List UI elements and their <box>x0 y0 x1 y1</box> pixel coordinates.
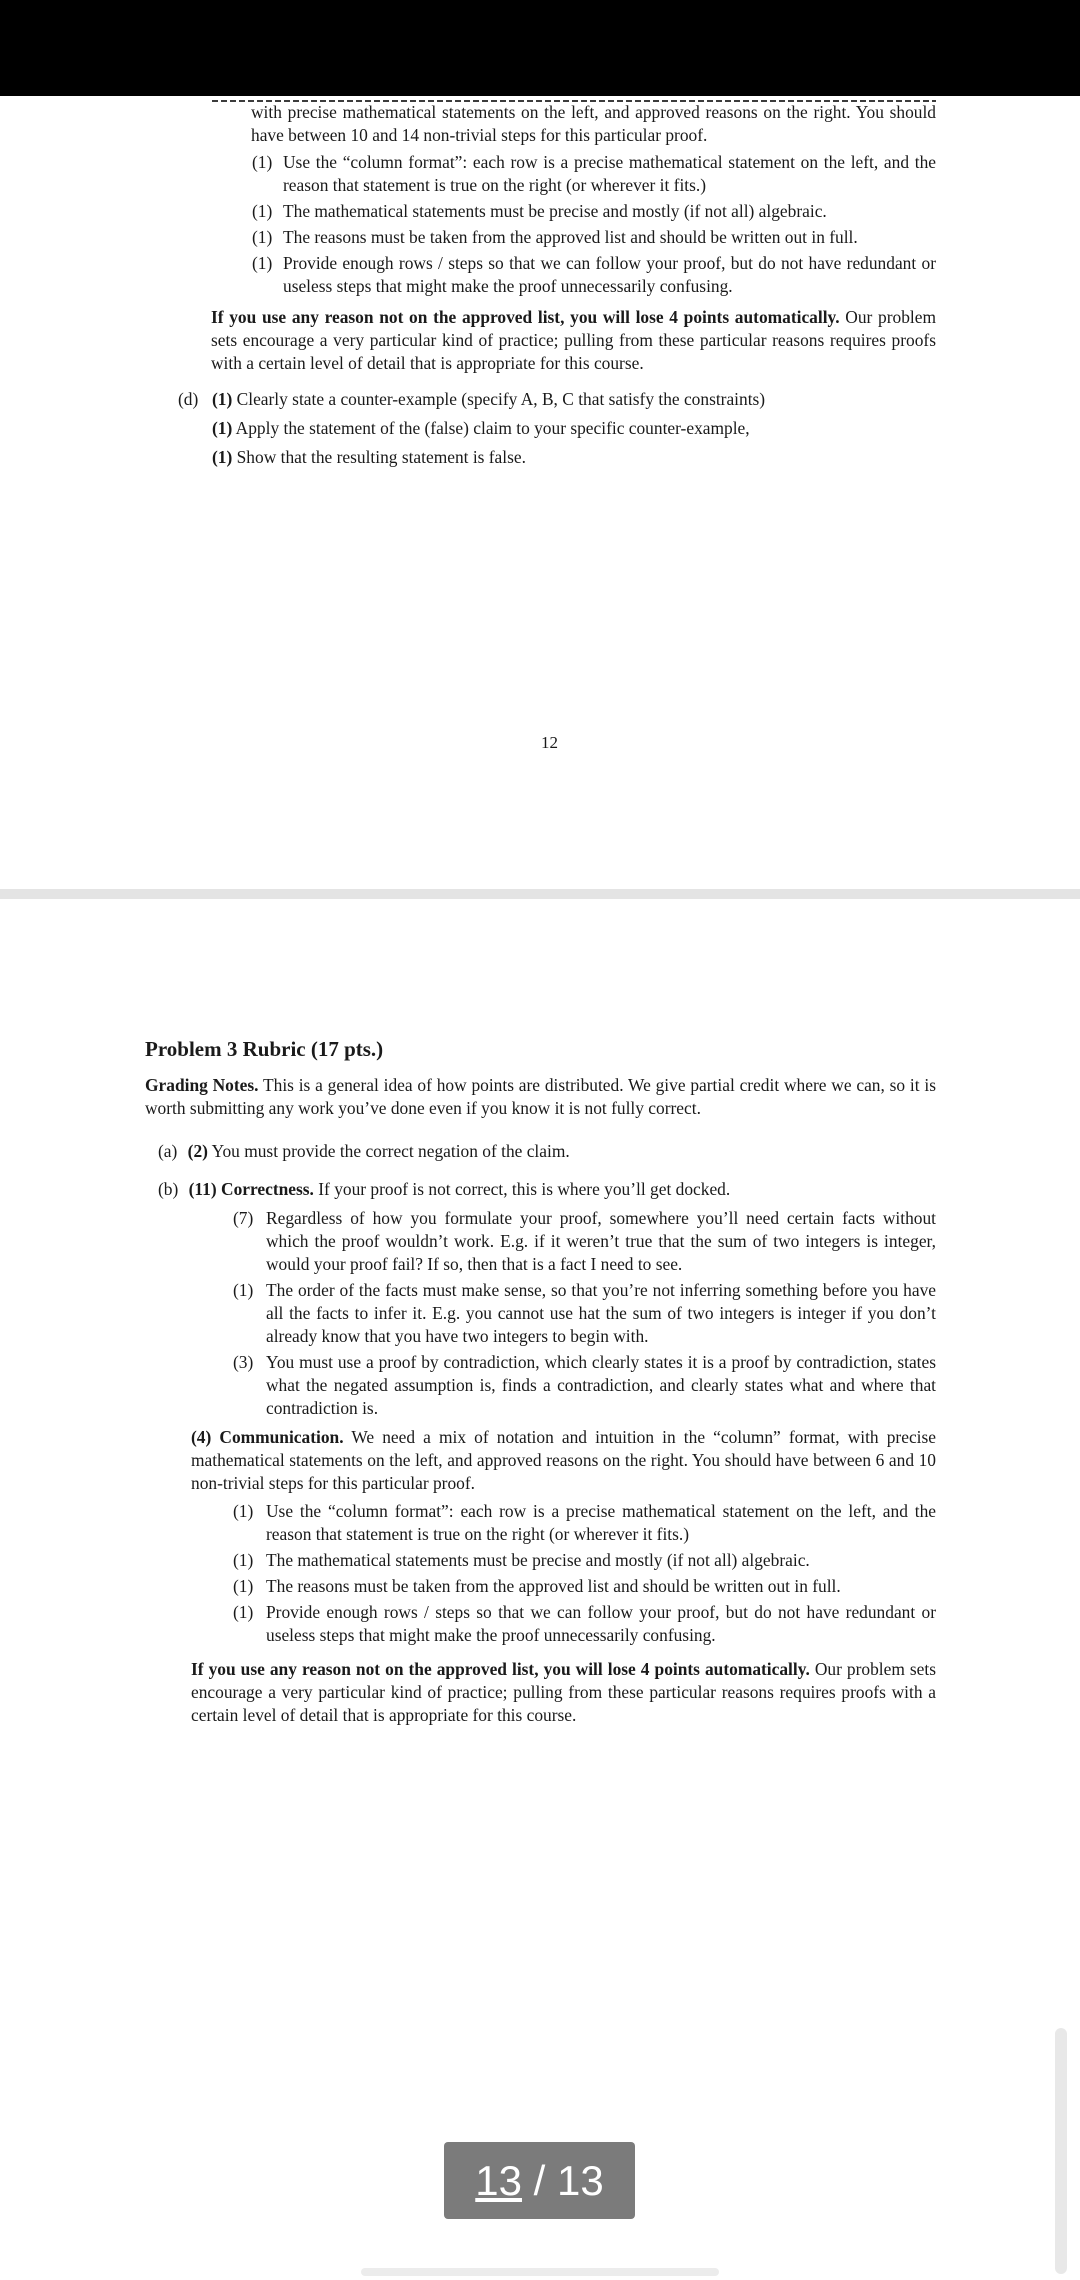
part-b: (b) (11) Correctness. If your proof is not correct, this is where you’ll get docked. <box>158 1179 731 1199</box>
page-title: Problem 3 Rubric (17 pts.) <box>145 1037 384 1061</box>
comm-item: (1) The reasons must be taken from the approved list and should be written out in full. <box>252 227 858 247</box>
comm-item: (1) Provide enough rows / steps so that we can follow your proof, but do not have redundant or useless steps that might make the proof unnecessarily confusing. <box>252 253 936 296</box>
approved-list-warning: If you use any reason not on the approved list, you will lose 4 points automatically. Our problem sets encourage a very particular kind of practice; pulling from these particular reasons requires proofs with a certain level of detail that is appropriate for this course. <box>191 1659 936 1725</box>
communication-continuation: with precise mathematical statements on the left, and approved reasons on the right. You should have between 10 and 14 non-trivial steps for this particular proof. <box>251 102 936 145</box>
approved-list-warning: If you use any reason not on the approved list, you will lose 4 points automatically. Our problem sets encourage a very particular kind of practice; pulling from these particular reasons requires proofs with a certain level of detail that is appropriate for this course. <box>211 307 936 373</box>
comm-item: (1) Provide enough rows / steps so that we can follow your proof, but do not have redundant or useless steps that might make the proof unnecessarily confusing. <box>233 1602 936 1645</box>
home-indicator[interactable] <box>361 2268 719 2276</box>
part-d-item: (1) Clearly state a counter-example (specify A, B, C that satisfy the constraints) <box>212 389 766 409</box>
total-pages: 13 <box>557 2157 604 2204</box>
part-d-item: (1) Show that the resulting statement is false. <box>212 447 526 467</box>
comm-item: (1) The reasons must be taken from the approved list and should be written out in full. <box>233 1576 841 1596</box>
part-d: (d) (1) Clearly state a counter-example (specify A, B, C that satisfy the constraints) (1) Apply the statement of the (false) claim to your specific counter-example, (1) Show that the resulting statement is false. <box>178 388 936 469</box>
pdf-page-12 <box>0 96 1080 889</box>
page-separator-glyph: / <box>533 2157 546 2204</box>
comm-item: (1) Use the “column format”: each row is a precise mathematical statement on the left, and the reason that statement is true on the right (or wherever it fits.) <box>233 1501 936 1544</box>
part-a: (a) (2) You must provide the correct negation of the claim. <box>158 1141 570 1161</box>
comm-item: (1) The mathematical statements must be precise and mostly (if not all) algebraic. <box>252 201 827 221</box>
grading-notes: Grading Notes. This is a general idea of how points are distributed. We give partial credit where we can, so it is worth submitting any work you’ve done even if you know it is not fully correct. <box>145 1075 936 1118</box>
correctness-item: (1) The order of the facts must make sense, so that you’re not inferring something before you have all the facts to infer it. E.g. you cannot use hat the sum of two integers is integer if you don’t already know that you have two integers to begin with. <box>233 1280 936 1346</box>
comm-item: (1) Use the “column format”: each row is a precise mathematical statement on the left, and the reason that statement is true on the right (or wherever it fits.) <box>252 152 936 195</box>
page-counter[interactable] <box>444 2142 635 2219</box>
current-page: 13 <box>475 2157 522 2204</box>
comm-item: (1) The mathematical statements must be precise and mostly (if not all) algebraic. <box>233 1550 810 1570</box>
scrollbar[interactable] <box>1055 2028 1067 2274</box>
correctness-item: (3) You must use a proof by contradiction, which clearly states it is a proof by contradiction, states what the negated assumption is, finds a contradiction, and clearly states what and where that contradiction is. <box>233 1352 936 1418</box>
correctness-item: (7) Regardless of how you formulate your proof, somewhere you’ll need certain facts without which the proof wouldn’t work. E.g. if it weren’t true that the sum of two integers is integer, would your proof fail? If so, then that is a fact I need to see. <box>233 1208 936 1274</box>
page-separator <box>0 889 1080 899</box>
status-bar <box>0 0 1080 96</box>
part-d-item: (1) Apply the statement of the (false) claim to your specific counter-example, <box>212 418 750 438</box>
communication-section: (4) Communication. We need a mix of notation and intuition in the “column” format, with precise mathematical statements on the left, and approved reasons on the right. You should have between 6 and 10 non-trivial steps for this particular proof. <box>191 1427 936 1493</box>
page-number: 12 <box>541 733 558 752</box>
pdf-page-13 <box>0 899 1080 2280</box>
